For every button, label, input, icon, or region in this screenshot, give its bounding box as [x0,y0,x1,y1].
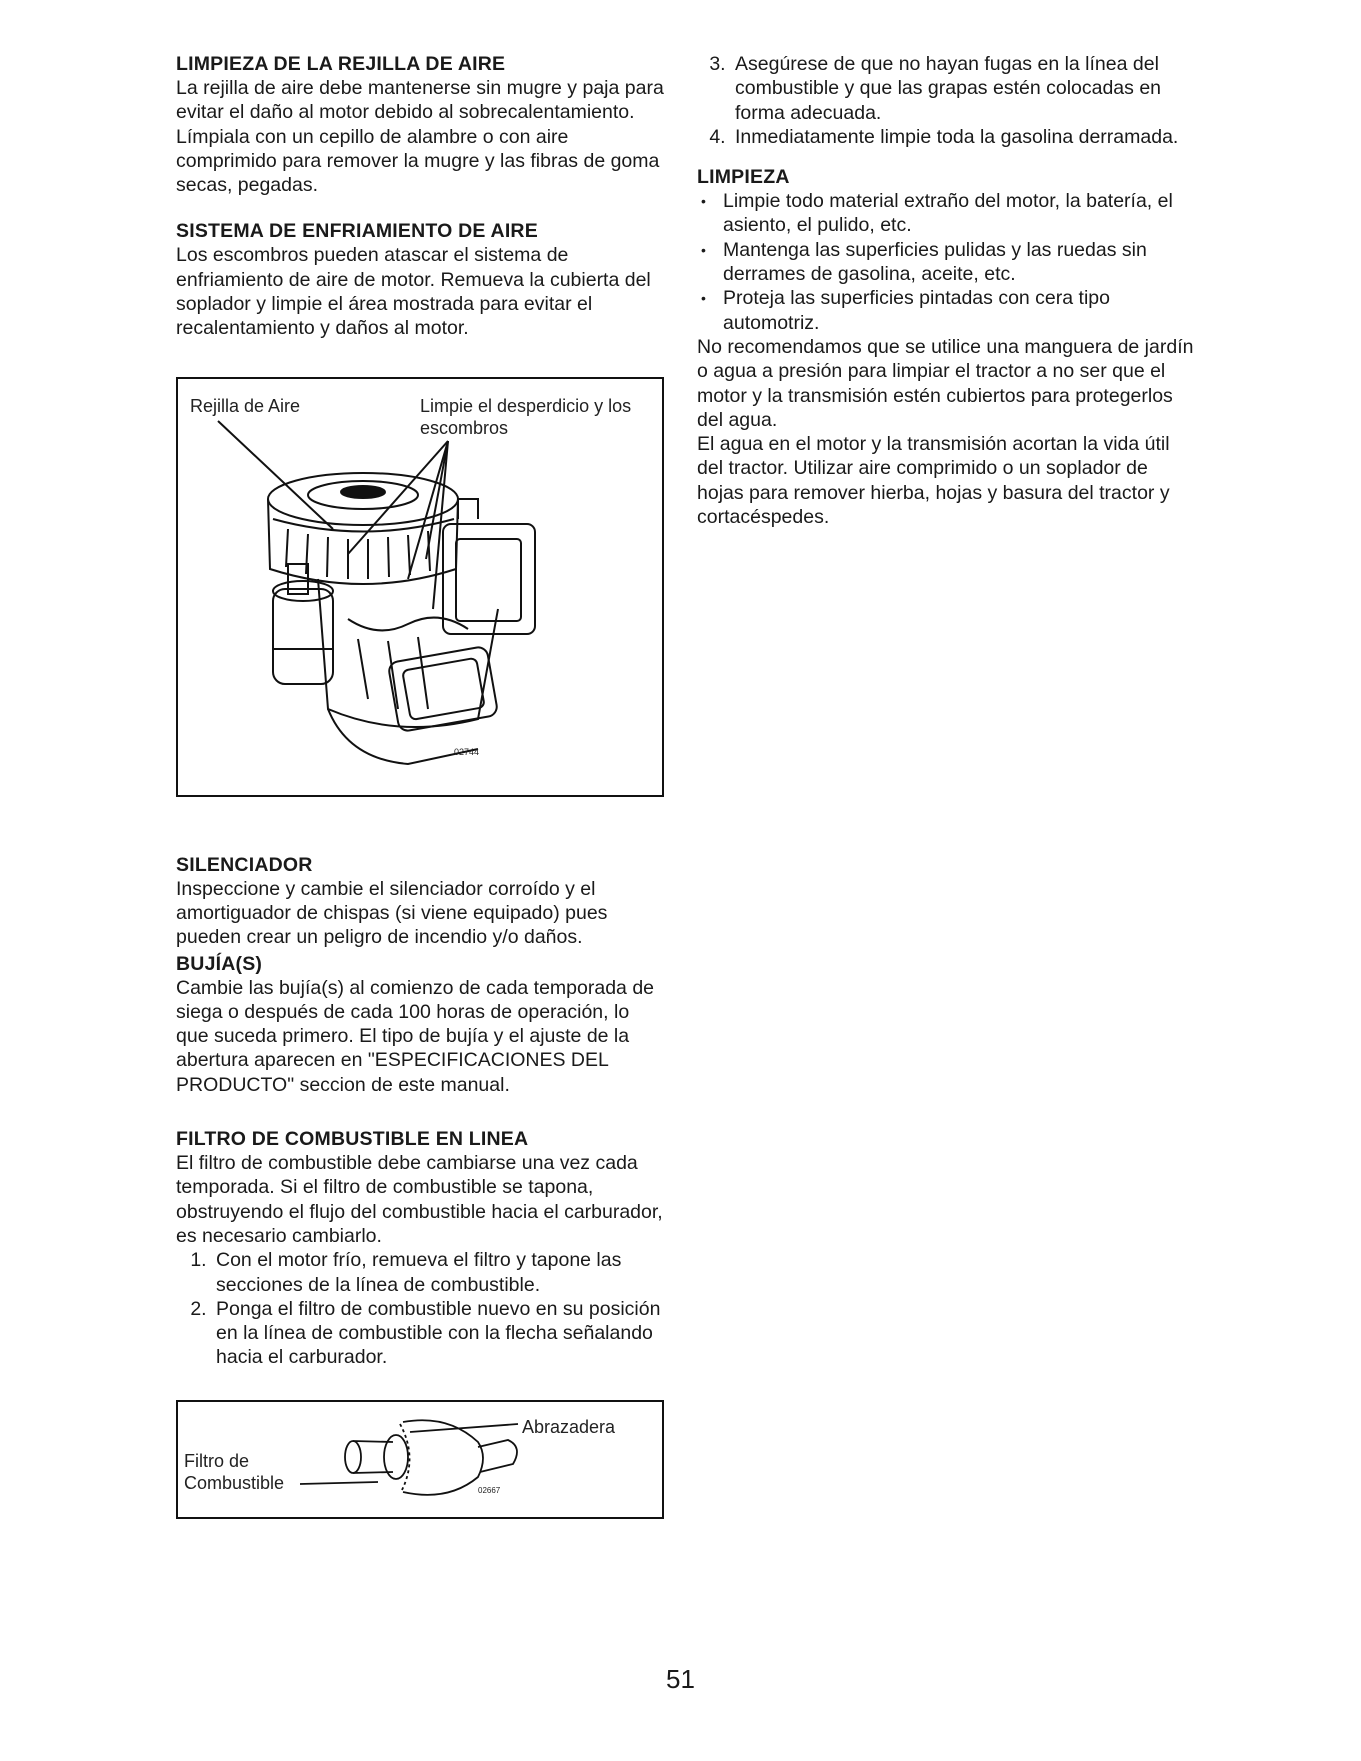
bullet-item: • Mantenga las superficies pulidas y las ruedas sin derrames de gasolina, aceite, etc. [723,238,1197,287]
cleaning-bullets [697,189,1197,335]
page-number: 51 [666,1664,695,1694]
step-item: 3. Asegúrese de que no hayan fugas en la línea del combustible y que las grapas estén colocadas en forma adecuada. [731,52,1197,125]
fuel-filter-illustration [178,1402,662,1517]
label-fuel-filter-2: Combustible [184,1472,285,1493]
right-column [697,52,1197,529]
step-item: 4. Inmediatamente limpie toda la gasolina derramada. [731,125,1197,149]
section-title: SILENCIADOR [176,853,313,876]
section-body: La rejilla de aire debe mantenerse sin mugre y paja para evitar el daño al motor debido al sobrecalentamiento. Límpiala con un cepillo de alambre o con aire comprimido para remover la mugre y las fibras de goma secas, pegadas. [176,77,664,197]
section-title: LIMPIEZA DE LA REJILLA DE AIRE [176,53,506,75]
bullet-item: • Proteja las superficies pintadas con cera tipo automotriz. [723,286,1197,335]
label-fuel-filter-1: Filtro de [184,1450,250,1471]
steps-list-continued [697,52,1197,149]
section-fuel-filter [176,1127,666,1370]
label-clamp: Abrazadera [522,1416,616,1437]
engine-figure [176,377,664,797]
step-item: 1. Con el motor frío, remueva el filtro y tapone las secciones de la línea de combustible. [212,1248,666,1297]
section-body: Los escombros pueden atascar el sistema de enfriamiento de aire de motor. Remueva la cubierta del soplador y limpie el área mostrada para evitar el recalentamiento y daños al motor. [176,244,651,340]
section-title: SISTEMA DE ENFRIAMIENTO DE AIRE [176,220,538,243]
bullet-item: • Limpie todo material extraño del motor, la batería, el asiento, el pulido, etc. [723,189,1197,238]
section-air-screen [176,52,666,197]
steps-list [176,1248,666,1369]
cleaning-paragraph: No recomendamos que se utilice una manguera de jardín o agua a presión para limpiar el tractor a no ser que el motor y la transmisión estén cubiertos para protegerlos del agua. [697,335,1194,431]
cleaning-paragraph: El agua en el motor y la transmisión acortan la vida útil del tractor. Utilizar aire comprimido o un soplador de hojas para remover hierba, hojas y basura del tractor y cortacéspedes. [697,433,1170,529]
section-cleaning [697,165,1197,529]
section-title: LIMPIEZA [697,166,790,189]
engine-illustration [178,379,662,795]
section-spark-plugs [176,952,666,1097]
label-clean-debris: Limpie el desperdicio y los escombros [420,395,632,438]
section-title: BUJÍA(S) [176,952,263,975]
section-air-cooling [176,219,666,340]
figure-code-label: 02667 [478,1485,501,1495]
figure-code-label: 02744 [454,746,480,757]
section-body: El filtro de combustible debe cambiarse una vez cada temporada. Si el filtro de combustible se tapona, obstruyendo el flujo del combustible hacia el carburador, es necesario cambiarlo. [176,1152,663,1247]
section-title: FILTRO DE COMBUSTIBLE EN LINEA [176,1128,529,1151]
section-muffler [176,853,666,950]
section-body: Cambie las bujía(s) al comienzo de cada temporada de siega o después de cada 100 horas de operación, lo que suceda primero. El tipo de bujía y el ajuste de la abertura aparecen en "ESPECIFICACIONES DEL PRODUCTO" seccion de este manual. [176,976,655,1096]
section-body: Inspeccione y cambie el silenciador corroído y el amortiguador de chispas (si viene equipado) pues pueden crear un peligro de incendio y/o daños. [176,877,608,949]
label-air-screen: Rejilla de Aire [190,395,301,416]
step-item: 2. Ponga el filtro de combustible nuevo en su posición en la línea de combustible con la flecha señalando hacia el carburador. [212,1297,666,1370]
fuel-filter-figure [176,1400,664,1519]
left-column [176,52,666,1519]
